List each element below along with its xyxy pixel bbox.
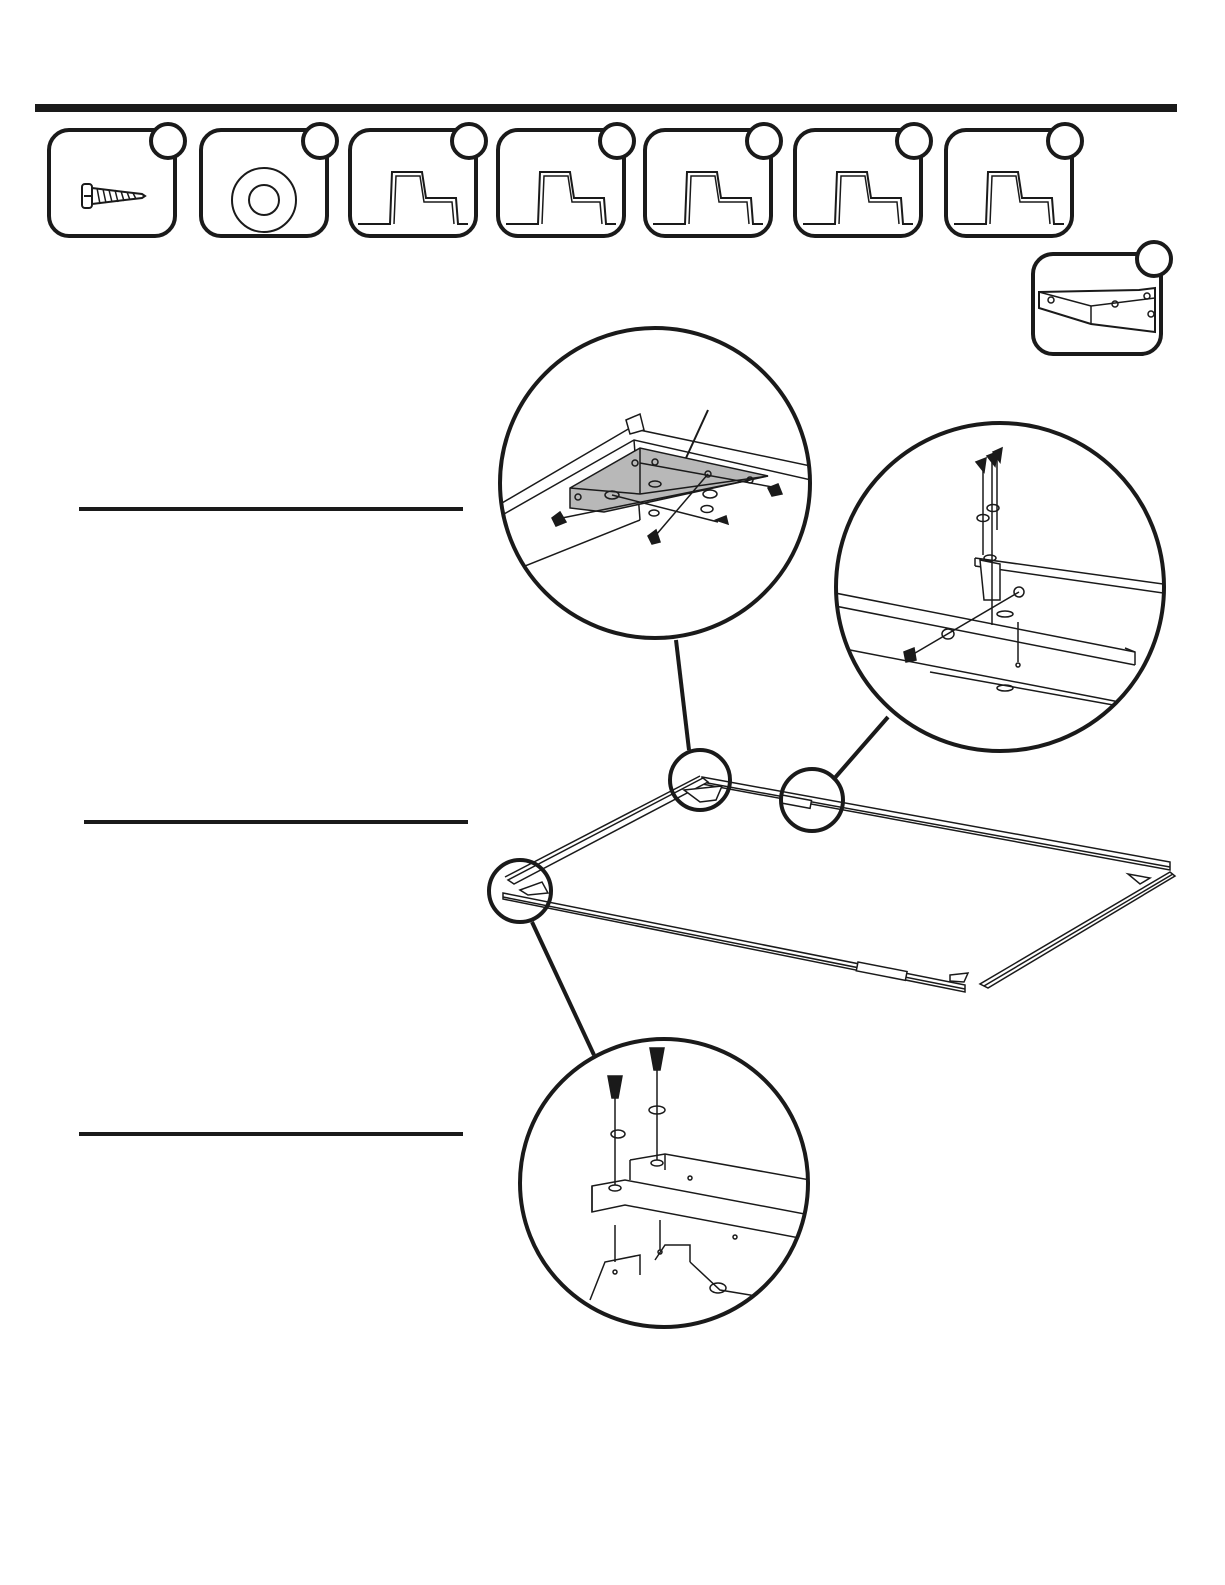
rail-splice-detail [830,423,1170,751]
callout-circles [489,750,843,922]
leader-lines [532,640,888,1055]
base-frame [503,776,1175,992]
corner-gusset-detail [490,328,820,638]
front-corner-detail [520,1039,810,1327]
